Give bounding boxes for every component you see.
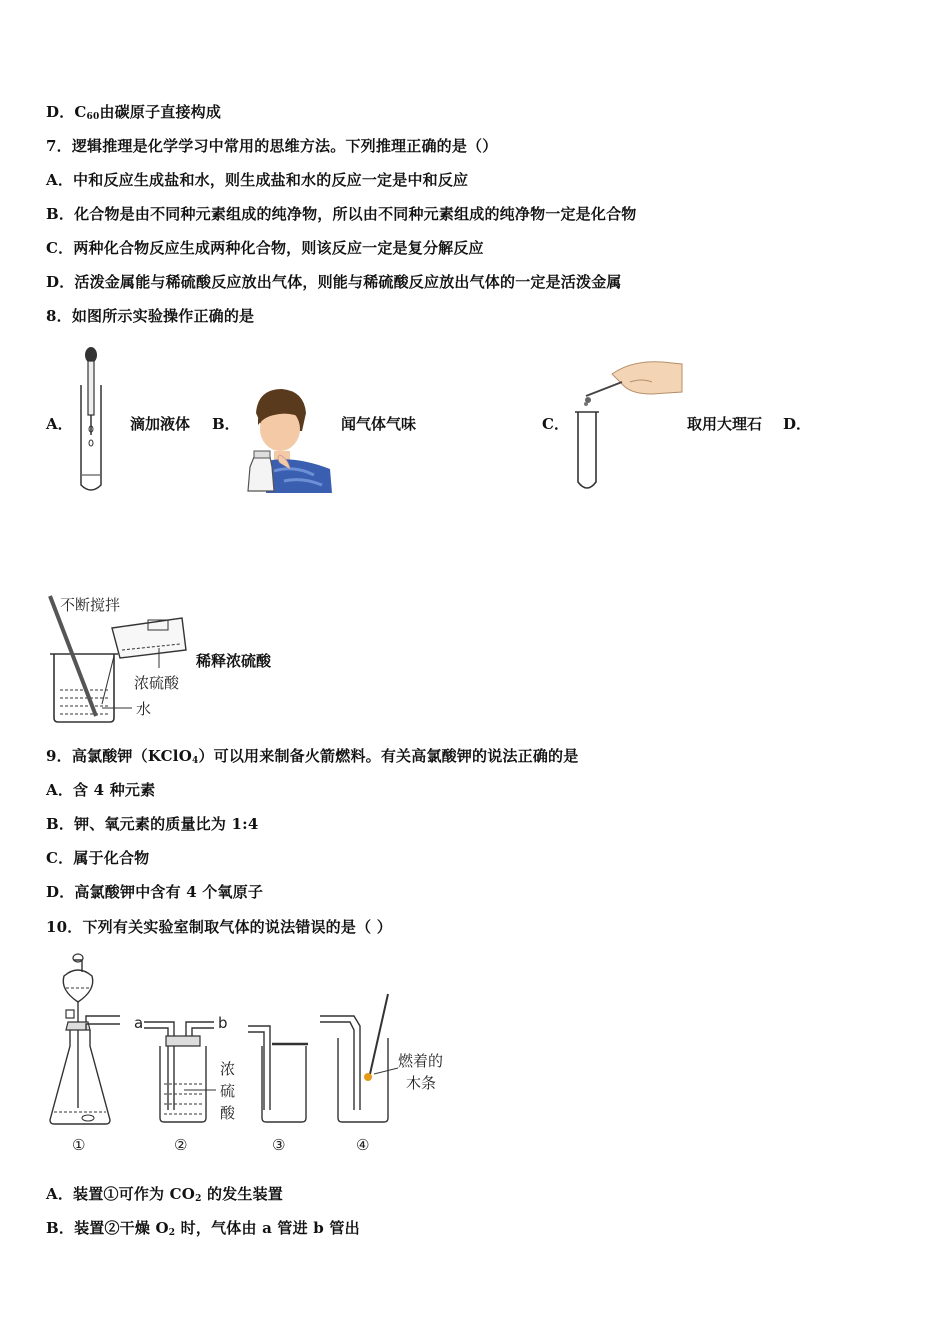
apparatus-1-number: ① (72, 1136, 86, 1154)
q7-option-c: C．两种化合物反应生成两种化合物，则该反应一定是复分解反应 (46, 239, 484, 257)
dropper-figure (76, 345, 106, 497)
acid-label-1: 浓 (220, 1060, 236, 1078)
stick-label-1: 燃着的 (398, 1052, 444, 1070)
q8-b-caption: 闻气体气味 (341, 415, 417, 433)
q7-stem: 7．逻辑推理是化学学习中常用的思维方法。下列推理正确的是（） (46, 137, 498, 155)
dilution-stir-label: 不断搅拌 (60, 596, 121, 614)
q9-option-b: B．钾、氧元素的质量比为 1:4 (46, 815, 259, 833)
q8-stem: 8．如图所示实验操作正确的是 (46, 307, 255, 325)
tube-b-label: b (218, 1014, 228, 1032)
q10-option-b: B．装置②干燥 $O_2$ 时，气体由 a 管进 b 管出 (46, 1219, 360, 1238)
q8-c-caption: 取用大理石 (687, 415, 763, 433)
q8-a-letter: A． (46, 415, 73, 433)
q9-option-a: A．含 4 种元素 (46, 781, 156, 799)
marble-figure (572, 360, 686, 496)
apparatus-2-number: ② (174, 1136, 188, 1154)
acid-label-3: 酸 (220, 1104, 236, 1122)
apparatus-3-number: ③ (272, 1136, 286, 1154)
q10-option-a: A．装置①可作为 $CO_2$ 的发生装置 (46, 1185, 283, 1204)
stick-label-2: 木条 (406, 1074, 437, 1092)
q7-option-b: B．化合物是由不同种元素组成的纯净物，所以由不同种元素组成的纯净物一定是化合物 (46, 205, 637, 223)
q8-d-caption: 稀释浓硫酸 (196, 652, 272, 670)
acid-label-2: 硫 (220, 1082, 236, 1100)
gas-apparatus-figure (40, 950, 460, 1160)
q8-c-letter: C． (542, 415, 569, 433)
apparatus-4-number: ④ (356, 1136, 370, 1154)
dilution-figure (40, 592, 200, 728)
q10-stem: 10．下列有关实验室制取气体的说法错误的是（ ） (46, 918, 392, 936)
q7-option-a: A．中和反应生成盐和水，则生成盐和水的反应一定是中和反应 (46, 171, 469, 189)
smelling-figure (244, 385, 336, 493)
q8-a-caption: 滴加液体 (130, 415, 191, 433)
dilution-acid-label: 浓硫酸 (134, 674, 180, 692)
q9-option-d: D．高氯酸钾中含有 4 个氧原子 (46, 883, 264, 901)
q7-option-d: D．活泼金属能与稀硫酸反应放出气体，则能与稀硫酸反应放出气体的一定是活泼金属 (46, 273, 622, 291)
dilution-water-label: 水 (136, 700, 152, 718)
q9-option-c: C．属于化合物 (46, 849, 150, 867)
tube-a-label: a (134, 1014, 144, 1032)
q8-d-letter: D． (783, 415, 812, 433)
q9-stem: 9．高氯酸钾（KClO$_4$）可以用来制备火箭燃料。有关高氯酸钾的说法正确的是 (46, 747, 579, 766)
q8-b-letter: B． (212, 415, 240, 433)
q6-option-d: D．$C_{60}$由碳原子直接构成 (46, 103, 222, 122)
